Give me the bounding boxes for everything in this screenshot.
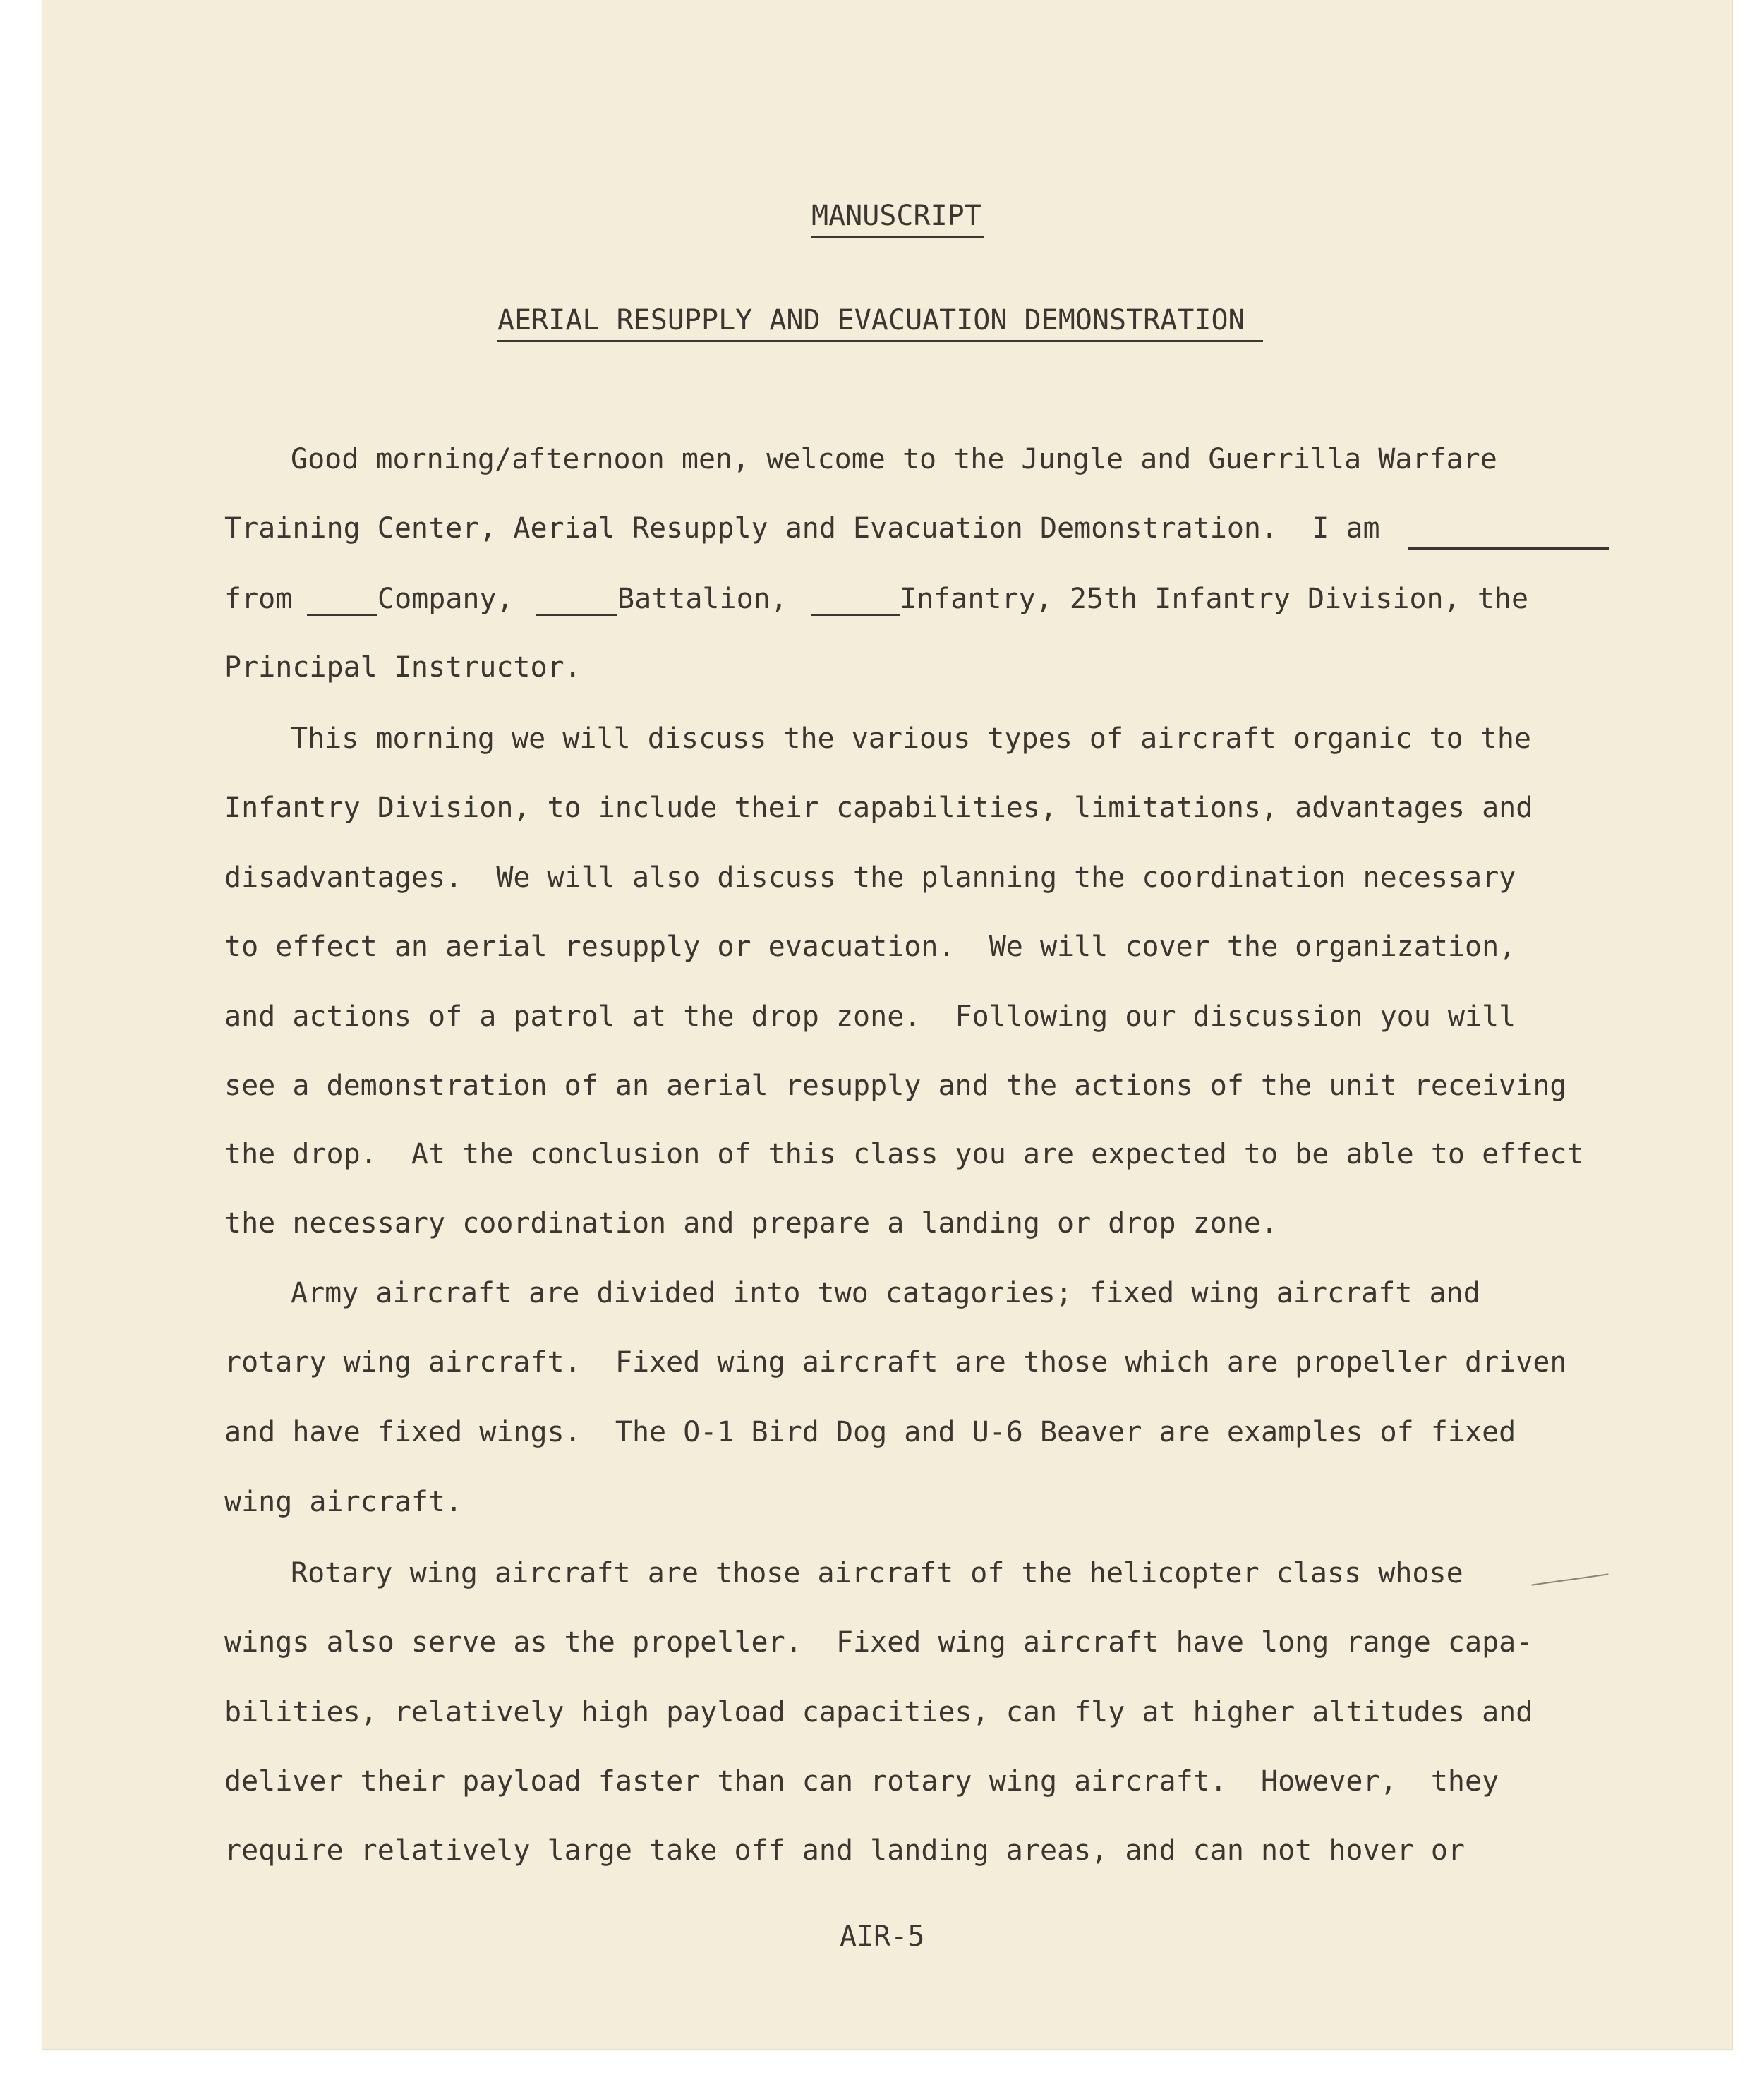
body-line: Good morning/afternoon men, welcome to the Jungle and Guerrilla Warfare xyxy=(291,443,1497,476)
body-line: wing aircraft. xyxy=(224,1486,463,1518)
body-line: the necessary coordination and prepare a landing or drop zone. xyxy=(224,1207,1279,1240)
document-subtitle: AERIAL RESUPPLY AND EVACUATION DEMONSTRATION xyxy=(497,304,1245,337)
body-line: from xyxy=(224,583,293,615)
body-line: Company, xyxy=(377,583,514,615)
body-line: Infantry Division, to include their capabilities, limitations, advantages and xyxy=(224,792,1533,824)
body-line: deliver their payload faster than can rotary wing aircraft. However, they xyxy=(224,1765,1499,1798)
page-number: AIR-5 xyxy=(840,1920,925,1953)
header-title-underline xyxy=(811,236,984,238)
company-blank xyxy=(307,614,377,616)
body-line: wings also serve as the propeller. Fixed wing aircraft have long range capa- xyxy=(224,1626,1533,1659)
name-blank xyxy=(1408,547,1609,550)
body-line: Rotary wing aircraft are those aircraft of the helicopter class whose xyxy=(291,1557,1463,1590)
body-line: to effect an aerial resupply or evacuation. We will cover the organization, xyxy=(224,931,1516,963)
body-line: Army aircraft are divided into two catagories; fixed wing aircraft and xyxy=(291,1277,1480,1309)
document-subtitle-underline xyxy=(497,340,1263,342)
body-line: bilities, relatively high payload capacities, can fly at higher altitudes and xyxy=(224,1696,1533,1728)
battalion-blank xyxy=(536,614,617,616)
body-line: Training Center, Aerial Resupply and Evacuation Demonstration. I am xyxy=(224,512,1380,545)
body-line: and have fixed wings. The O-1 Bird Dog and U-6 Beaver are examples of fixed xyxy=(224,1416,1516,1448)
body-line: Battalion, xyxy=(617,583,787,615)
body-line: Infantry, 25th Infantry Division, the xyxy=(900,583,1529,615)
body-line: disadvantages. We will also discuss the planning the coordination necessary xyxy=(224,861,1516,894)
infantry-blank xyxy=(811,614,900,616)
body-line: see a demonstration of an aerial resupply and the actions of the unit receiving xyxy=(224,1070,1567,1102)
body-line: This morning we will discuss the various types of aircraft organic to the xyxy=(291,722,1531,755)
body-line: rotary wing aircraft. Fixed wing aircraft are those which are propeller driven xyxy=(224,1346,1567,1379)
body-line: and actions of a patrol at the drop zone. Following our discussion you will xyxy=(224,1000,1516,1033)
torn-edge xyxy=(1761,938,1764,981)
body-line: require relatively large take off and landing areas, and can not hover or xyxy=(224,1834,1465,1867)
body-line: Principal Instructor. xyxy=(224,651,581,684)
body-line: the drop. At the conclusion of this class you are expected to be able to effect xyxy=(224,1138,1584,1170)
header-title: MANUSCRIPT xyxy=(811,200,981,232)
